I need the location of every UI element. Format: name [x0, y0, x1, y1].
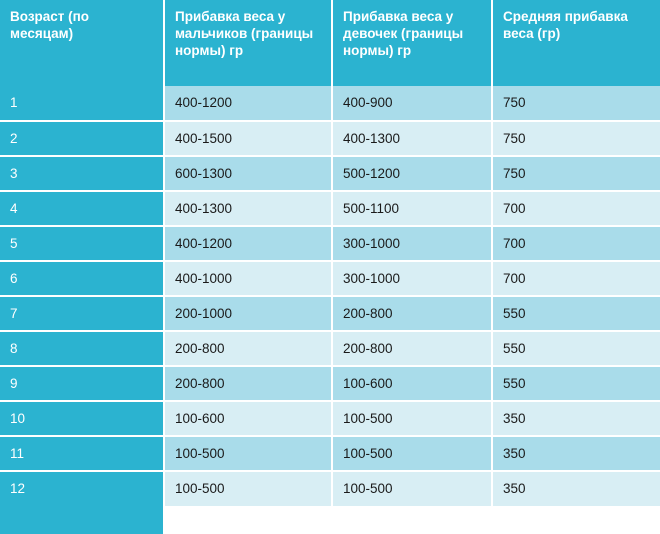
cell-age: 1 — [0, 86, 164, 121]
cell-average: 750 — [492, 86, 660, 121]
cell-boys: 400-1200 — [164, 86, 332, 121]
cell-average: 550 — [492, 331, 660, 366]
filler-boys-column — [164, 506, 332, 534]
column-header-age: Возраст (по месяцам) — [0, 0, 164, 86]
cell-girls: 300-1000 — [332, 226, 492, 261]
filler-girls-column — [332, 506, 492, 534]
table-footer-filler — [0, 506, 660, 534]
cell-girls: 100-500 — [332, 401, 492, 436]
cell-average: 700 — [492, 226, 660, 261]
cell-boys: 400-1500 — [164, 121, 332, 156]
cell-average: 350 — [492, 436, 660, 471]
table-row — [0, 191, 660, 226]
cell-boys: 400-1200 — [164, 226, 332, 261]
cell-age: 6 — [0, 261, 164, 296]
filler-age-column — [0, 506, 164, 534]
cell-average: 700 — [492, 191, 660, 226]
table-row — [0, 366, 660, 401]
cell-girls: 100-500 — [332, 471, 492, 506]
cell-girls: 100-500 — [332, 436, 492, 471]
cell-girls: 500-1100 — [332, 191, 492, 226]
cell-boys: 100-600 — [164, 401, 332, 436]
column-header-girls: Прибавка веса у девочек (границы нормы) гр — [332, 0, 492, 86]
cell-boys: 200-800 — [164, 366, 332, 401]
column-header-average: Средняя прибавка веса (гр) — [492, 0, 660, 86]
table-row — [0, 331, 660, 366]
cell-age: 2 — [0, 121, 164, 156]
cell-average: 350 — [492, 401, 660, 436]
table-row — [0, 436, 660, 471]
cell-age: 11 — [0, 436, 164, 471]
cell-average: 550 — [492, 296, 660, 331]
cell-girls: 400-1300 — [332, 121, 492, 156]
cell-boys: 100-500 — [164, 471, 332, 506]
table-body — [0, 86, 660, 534]
cell-age: 4 — [0, 191, 164, 226]
cell-average: 750 — [492, 121, 660, 156]
table-row — [0, 86, 660, 121]
cell-girls: 100-600 — [332, 366, 492, 401]
cell-average: 700 — [492, 261, 660, 296]
cell-boys: 400-1000 — [164, 261, 332, 296]
table-row — [0, 471, 660, 506]
cell-boys: 200-1000 — [164, 296, 332, 331]
cell-average: 550 — [492, 366, 660, 401]
cell-girls: 200-800 — [332, 296, 492, 331]
cell-girls: 400-900 — [332, 86, 492, 121]
cell-boys: 400-1300 — [164, 191, 332, 226]
table-row — [0, 296, 660, 331]
cell-age: 7 — [0, 296, 164, 331]
cell-average: 350 — [492, 471, 660, 506]
table-header-row — [0, 0, 660, 86]
cell-girls: 200-800 — [332, 331, 492, 366]
cell-age: 3 — [0, 156, 164, 191]
cell-age: 12 — [0, 471, 164, 506]
cell-average: 750 — [492, 156, 660, 191]
cell-age: 5 — [0, 226, 164, 261]
cell-girls: 500-1200 — [332, 156, 492, 191]
column-header-boys: Прибавка веса у мальчиков (границы нормы) гр — [164, 0, 332, 86]
cell-boys: 100-500 — [164, 436, 332, 471]
filler-average-column — [492, 506, 660, 534]
cell-boys: 200-800 — [164, 331, 332, 366]
cell-boys: 600-1300 — [164, 156, 332, 191]
cell-age: 9 — [0, 366, 164, 401]
table-row — [0, 121, 660, 156]
cell-age: 10 — [0, 401, 164, 436]
table-row — [0, 156, 660, 191]
table-row — [0, 226, 660, 261]
table-row — [0, 261, 660, 296]
cell-age: 8 — [0, 331, 164, 366]
cell-girls: 300-1000 — [332, 261, 492, 296]
table-row — [0, 401, 660, 436]
table-header — [0, 0, 660, 86]
